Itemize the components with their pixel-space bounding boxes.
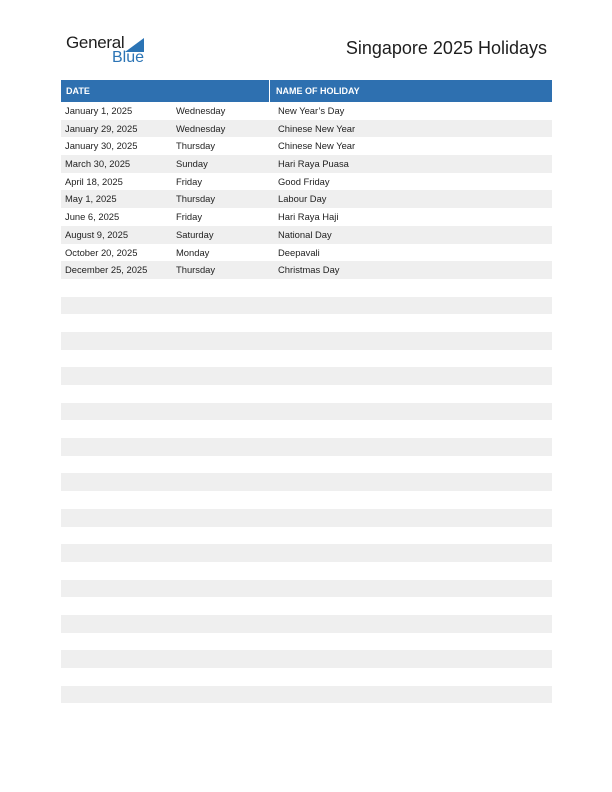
table-row bbox=[61, 314, 552, 332]
table-row bbox=[61, 297, 552, 315]
row-weekday: Thursday bbox=[176, 140, 216, 152]
row-weekday: Friday bbox=[176, 175, 203, 187]
table-row bbox=[61, 491, 552, 509]
row-holiday: Hari Raya Haji bbox=[278, 211, 339, 223]
table-row bbox=[61, 208, 552, 226]
header-holiday: NAME OF HOLIDAY bbox=[276, 86, 360, 96]
page-title: Singapore 2025 Holidays bbox=[345, 38, 547, 58]
row-weekday: Thursday bbox=[176, 264, 216, 276]
table-row bbox=[61, 703, 552, 721]
row-date: June 6, 2025 bbox=[65, 211, 120, 223]
table-row bbox=[61, 420, 552, 438]
row-holiday: Hari Raya Puasa bbox=[278, 158, 349, 170]
table-row bbox=[61, 580, 552, 598]
header-date: DATE bbox=[61, 80, 270, 102]
row-date: January 1, 2025 bbox=[65, 105, 133, 116]
row-date: August 9, 2025 bbox=[65, 228, 129, 240]
table-row bbox=[61, 261, 552, 279]
row-weekday: Friday bbox=[176, 211, 203, 223]
table-row bbox=[61, 137, 552, 155]
table-row bbox=[61, 438, 552, 456]
table-row bbox=[61, 562, 552, 580]
table-row bbox=[61, 367, 552, 385]
row-weekday: Sunday bbox=[176, 158, 208, 170]
row-weekday: Thursday bbox=[176, 193, 216, 205]
table-header bbox=[61, 80, 552, 102]
table-row bbox=[61, 226, 552, 244]
table-row bbox=[61, 155, 552, 173]
row-date: March 30, 2025 bbox=[65, 158, 131, 170]
logo-general-text: General bbox=[66, 33, 125, 52]
row-holiday: New Year’s Day bbox=[278, 105, 345, 116]
table-row bbox=[61, 279, 552, 297]
row-date: October 20, 2025 bbox=[65, 246, 138, 258]
row-weekday: Monday bbox=[176, 246, 210, 258]
generalblue-logo bbox=[66, 33, 156, 69]
row-date: January 29, 2025 bbox=[65, 122, 138, 134]
table-row bbox=[61, 120, 552, 138]
table-row bbox=[61, 686, 552, 704]
logo-blue-text: Blue bbox=[112, 49, 145, 66]
table-row bbox=[61, 385, 552, 403]
row-holiday: Christmas Day bbox=[278, 264, 340, 276]
row-holiday: Labour Day bbox=[278, 193, 327, 205]
row-holiday: Chinese New Year bbox=[278, 140, 356, 152]
table-row bbox=[61, 527, 552, 545]
table-row bbox=[61, 633, 552, 651]
table-row bbox=[61, 244, 552, 262]
row-weekday: Saturday bbox=[176, 228, 214, 240]
row-weekday: Wednesday bbox=[176, 122, 226, 134]
row-date: December 25, 2025 bbox=[65, 264, 148, 276]
table-row bbox=[61, 597, 552, 615]
row-date: May 1, 2025 bbox=[65, 193, 117, 205]
row-holiday: National Day bbox=[278, 228, 332, 240]
table-row bbox=[61, 473, 552, 491]
table-body bbox=[61, 102, 552, 721]
row-date: January 30, 2025 bbox=[65, 140, 138, 152]
table-row bbox=[61, 190, 552, 208]
table-row bbox=[61, 615, 552, 633]
table-row bbox=[61, 509, 552, 527]
row-date: April 18, 2025 bbox=[65, 175, 123, 187]
table-row bbox=[61, 350, 552, 368]
table-row bbox=[61, 668, 552, 686]
table-row bbox=[61, 102, 552, 120]
holiday-table bbox=[61, 80, 552, 721]
table-row bbox=[61, 650, 552, 668]
table-row bbox=[61, 403, 552, 421]
table-row bbox=[61, 456, 552, 474]
table-row bbox=[61, 173, 552, 191]
table-row bbox=[61, 332, 552, 350]
row-holiday: Deepavali bbox=[278, 246, 320, 258]
table-row bbox=[61, 544, 552, 562]
row-holiday: Good Friday bbox=[278, 175, 330, 187]
row-weekday: Wednesday bbox=[176, 105, 226, 116]
row-holiday: Chinese New Year bbox=[278, 122, 356, 134]
